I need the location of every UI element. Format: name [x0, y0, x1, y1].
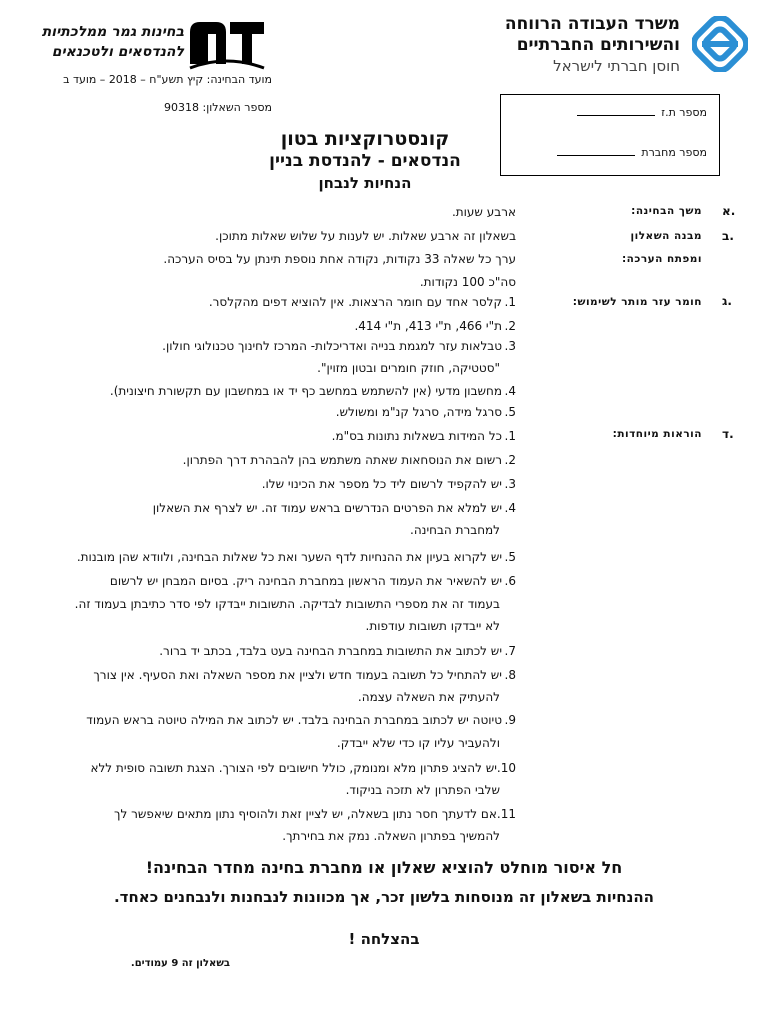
exam-meta — [20, 66, 272, 122]
list-item-number: 9. — [504, 713, 516, 727]
list-item — [26, 573, 516, 589]
id-number-label: מספר ת.ז — [661, 106, 707, 119]
list-item — [26, 338, 516, 354]
list-item — [26, 806, 516, 822]
list-item: שלבי הפתרון לא תזכה בניקוד. — [345, 783, 500, 797]
list-item: להעתיק את השאלה עצמה. — [357, 690, 500, 704]
list-item-number: 7. — [504, 644, 516, 658]
list-item: בעמוד זה את מספרי התשובות לבדיקה. התשובות ייבדקו לפי סדר כתיבתן בעמוד זה. — [74, 597, 500, 611]
list-item — [26, 643, 516, 659]
id-box — [500, 94, 720, 176]
list-item-number: 4. — [504, 501, 516, 515]
exam-date: מועד הבחינה: קיץ תשע"ח – 2018 – מועד ב — [63, 73, 272, 86]
good-luck: בהצלחה ! — [348, 930, 420, 948]
section-d-letter: ד. — [722, 427, 734, 441]
ministry-line3: חוסן חברתי לישראל — [553, 57, 680, 75]
mahat-name — [24, 22, 184, 62]
list-item — [26, 294, 516, 310]
list-item-text: כל המידות בשאלות נתונות בס"מ. — [331, 429, 502, 443]
list-item-number: 10. — [496, 761, 516, 775]
list-item — [26, 500, 516, 516]
notebook-number-field[interactable] — [507, 145, 707, 159]
section-b-line: בשאלון זה ארבע שאלות. יש לענות על שלוש שאלות מתוכן. — [215, 229, 516, 243]
exam-number: מספר השאלון: 90318 — [164, 101, 272, 114]
list-item-text: יש למלא את הפרטים הנדרשים בראש עמוד זה. יש לצרף את השאלון — [152, 501, 502, 515]
id-number-field[interactable] — [507, 105, 707, 119]
ministry-line1: משרד העבודה הרווחה — [504, 14, 680, 34]
id-number-line[interactable] — [577, 105, 655, 116]
list-item-text: יש להציג פתרון מלא ומנומק, כולל חישובים לפי הצורך. הצגת תשובה סופית ללא — [90, 761, 497, 775]
section-a-letter: א. — [722, 204, 736, 218]
warning-line: חל איסור מוחלט להוציא שאלון או מחברת בחינה מחדר הבחינה! — [145, 858, 623, 877]
gender-note: ההנחיות בשאלון זה מנוסחות בלשון זכר, אך מכוונות לנבחנות ולנבחנים כאחד. — [113, 888, 654, 906]
list-item-text: טבלאות עזר למגמת בנייה ואדריכלות- המרכז לחינוך טכנולוגי חולון. — [162, 339, 502, 353]
section-b-letter: ב. — [722, 229, 734, 243]
list-item-text: מחשבון מדעי (אין להשתמש במחשב כף יד או במחשבון עם תקשורת חיצונית). — [109, 384, 502, 398]
section-b-line: סה"כ 100 נקודות. — [419, 275, 516, 289]
list-item: למחברת הבחינה. — [410, 523, 500, 537]
list-item-number: 11. — [496, 807, 516, 821]
list-item-number: 5. — [504, 405, 516, 419]
section-b-line: ערך כל שאלה 33 נקודות, נקודה אחת נוספת תינתן על בסיס הערכה. — [163, 252, 516, 266]
list-item: לא ייבדקו תשובות עודפות. — [365, 619, 500, 633]
list-item-number: 4. — [504, 384, 516, 398]
section-a-text: ארבע שעות. — [451, 205, 516, 219]
list-item — [26, 667, 516, 683]
list-item-text: יש להשאיר את העמוד הראשון במחברת הבחינה ריק. בסיום המבחן יש לרשום — [109, 574, 502, 588]
ministry-line2: והשירותים החברתיים — [516, 35, 680, 55]
list-item-text: אם לדעתך חסר נתון בשאלה, יש לציין זאת ולהוסיף נתון מתאים שיאפשר לך — [114, 807, 497, 821]
list-item-text: יש לכתוב את התשובות במחברת הבחינה בעט בלבד, בכתב יד ברור. — [159, 644, 502, 658]
list-item-number: 3. — [504, 477, 516, 491]
list-item — [26, 760, 516, 776]
list-item — [26, 476, 516, 492]
section-g-label: חומר עזר מותר לשימוש: — [572, 296, 702, 308]
list-item: ולהעביר עליו קו כדי שלא ייבדק. — [336, 736, 500, 750]
list-item — [26, 452, 516, 468]
list-item-number: 1. — [504, 429, 516, 443]
notebook-number-label: מספר מחברת — [641, 146, 707, 159]
list-item-text: סרגל מידה, סרגל קנ"מ ומשולש. — [335, 405, 502, 419]
list-item — [26, 712, 516, 728]
section-g-letter: ג. — [722, 294, 732, 308]
mahat-line1: בחינות גמר ממלכתיות — [41, 24, 184, 40]
list-item-number: 3. — [504, 339, 516, 353]
list-item — [26, 404, 516, 420]
list-item-text: טיוטה יש לכתוב במחברת הבחינה בלבד. יש לכתוב את המילה טיוטה בראש העמוד — [86, 713, 502, 727]
list-item — [26, 428, 516, 444]
list-item: להמשיך בפתרון השאלה. נמק את בחירתך. — [282, 829, 500, 843]
notebook-number-line[interactable] — [557, 145, 635, 156]
page-count: בשאלון זה 9 עמודים. — [130, 958, 230, 969]
page-heading: הנחיות לנבחן — [318, 174, 412, 192]
list-item-text: יש לקרוא בעיון את ההנחיות לדף השער ואת כל שאלות הבחינה, ולוודא שהן מובנות. — [76, 550, 502, 564]
page-title: קונסטרוקציות בטון — [280, 128, 450, 150]
section-b-label2: ומפתח הערכה: — [621, 253, 702, 265]
section-b-label: מבנה השאלון — [630, 230, 702, 242]
list-item-number: 2. — [504, 319, 516, 333]
list-item-text: יש להתחיל כל תשובה בעמוד חדש ולציין את מספר השאלה ואת הסעיף. אין צורך — [93, 668, 502, 682]
list-item-number: 2. — [504, 453, 516, 467]
mahat-line2: להנדסאים ולטכנאים — [51, 44, 184, 60]
ministry-knot-icon — [692, 16, 748, 72]
list-item — [26, 318, 516, 334]
list-item-text: רשום את הנוסחאות שאתה משתמש בהן להבהרת דרך הפתרון. — [182, 453, 502, 467]
list-item-text: קלסר אחד עם חומר הרצאות. אין להוציא דפים מהקלסר. — [208, 295, 502, 309]
list-item — [26, 549, 516, 565]
list-item-number: 5. — [504, 550, 516, 564]
list-item-text: יש להקפיד לרשום ליד כל מספר את הכינוי שלו. — [261, 477, 502, 491]
list-item: "סטטיקה, חוזק חומרים ובטון מזוין". — [317, 361, 500, 375]
list-item-number: 6. — [504, 574, 516, 588]
ministry-name — [420, 14, 680, 77]
list-item-number: 8. — [504, 668, 516, 682]
mahat-logo-icon — [186, 14, 268, 70]
page-subtitle: הנדסאים - להנדסת בניין — [269, 151, 461, 171]
section-a-label: משך הבחינה: — [631, 205, 702, 217]
list-item — [26, 383, 516, 399]
section-d-label: הוראות מיוחדות: — [612, 428, 702, 440]
list-item-number: 1. — [504, 295, 516, 309]
list-item-text: ת"י 466, ת"י 413, ת"י 414. — [354, 319, 502, 333]
